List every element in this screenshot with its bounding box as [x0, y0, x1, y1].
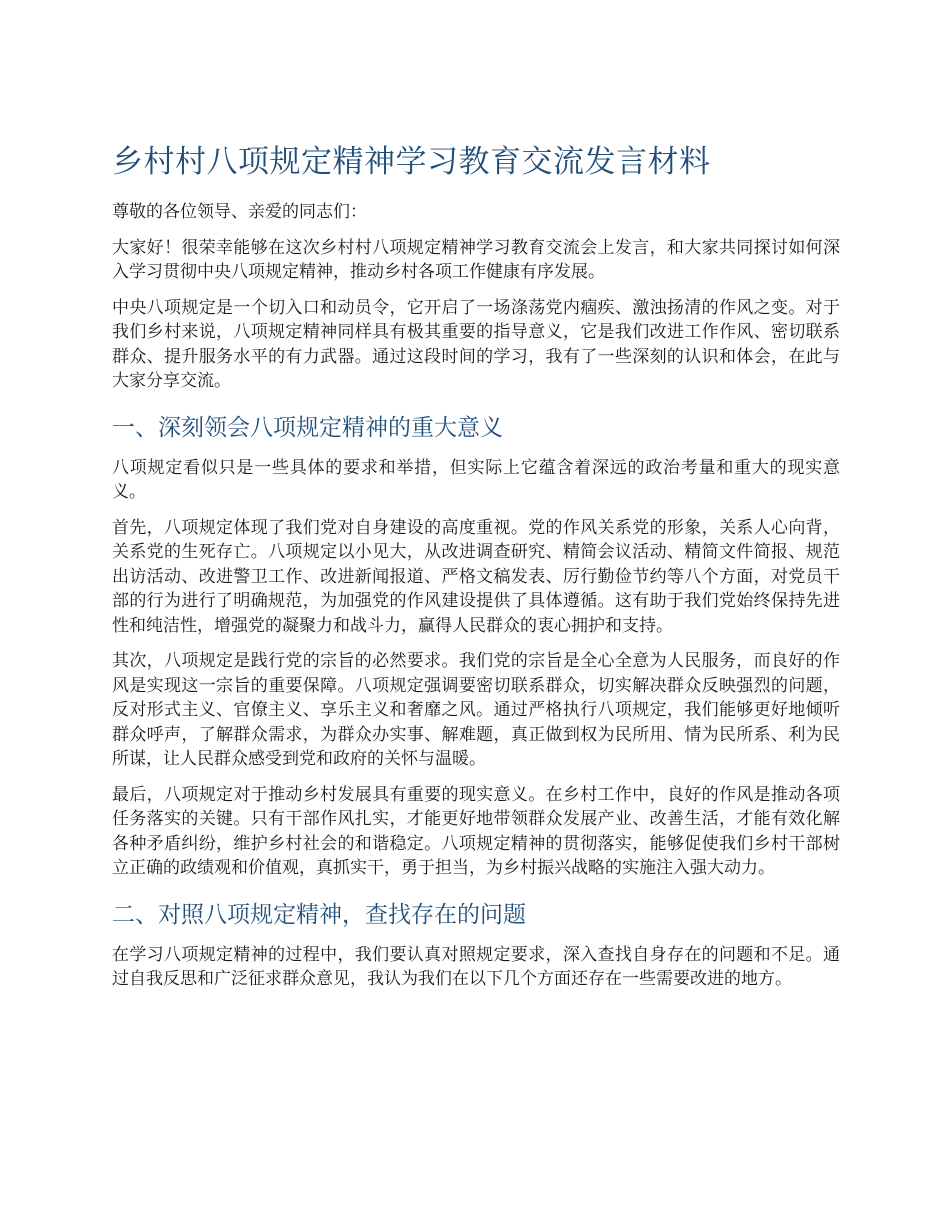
- intro-paragraph: 大家好！很荣幸能够在这次乡村村八项规定精神学习教育交流会上发言，和大家共同探讨如何深入学习贯彻中央八项规定精神，推动乡村各项工作健康有序发展。: [112, 237, 840, 282]
- section-paragraph: 最后，八项规定对于推动乡村发展具有重要的现实意义。在乡村工作中，良好的作风是推动各项任务落实的关键。只有干部作风扎实，才能更好地带领群众发展产业、改善生活，才能有效化解各种矛盾纠纷，维护乡村社会的和谐稳定。八项规定精神的贯彻落实，能够促使我们乡村干部树立正确的政绩观和价值观，真抓实干，勇于担当，为乡村振兴战略的实施注入强大动力。: [112, 784, 840, 878]
- document-page: [112, 140, 840, 1003]
- intro-paragraph: 中央八项规定是一个切入口和动员令，它开启了一场涤荡党内痼疾、激浊扬清的作风之变。对于我们乡村来说，八项规定精神同样具有极其重要的指导意义，它是我们改进工作作风、密切联系群众、提升服务水平的有力武器。通过这段时间的学习，我有了一些深刻的认识和体会，在此与大家分享交流。: [112, 297, 840, 391]
- section-paragraph: 八项规定看似只是一些具体的要求和举措，但实际上它蕴含着深远的政治考量和重大的现实意义。: [112, 457, 840, 502]
- section-paragraph: 其次，八项规定是践行党的宗旨的必然要求。我们党的宗旨是全心全意为人民服务，而良好的作风是实现这一宗旨的重要保障。八项规定强调要密切联系群众，切实解决群众反映强烈的问题，反对形式主义、官僚主义、享乐主义和奢靡之风。通过严格执行八项规定，我们能够更好地倾听群众呼声，了解群众需求，为群众办实事、解难题，真正做到权为民所用、情为民所系、利为民所谋，让人民群众感受到党和政府的关怀与温暖。: [112, 651, 840, 769]
- greeting: 尊敬的各位领导、亲爱的同志们：: [112, 202, 367, 222]
- section-paragraph: 在学习八项规定精神的过程中，我们要认真对照规定要求，深入查找自身存在的问题和不足。通过自我反思和广泛征求群众意见，我认为我们在以下几个方面还存在一些需要改进的地方。: [112, 944, 840, 989]
- document-title: 乡村村八项规定精神学习教育交流发言材料: [112, 144, 711, 180]
- section-heading: 一、深刻领会八项规定精神的重大意义: [112, 414, 503, 441]
- section-heading: 二、对照八项规定精神，查找存在的问题: [112, 901, 526, 928]
- section-paragraph: 首先，八项规定体现了我们党对自身建设的高度重视。党的作风关系党的形象，关系人心向背，关系党的生死存亡。八项规定以小见大，从改进调查研究、精简会议活动、精简文件简报、规范出访活动、改进警卫工作、改进新闻报道、严格文稿发表、厉行勤俭节约等八个方面，对党员干部的行为进行了明确规范，为加强党的作风建设提供了具体遵循。这有助于我们党始终保持先进性和纯洁性，增强党的凝聚力和战斗力，赢得人民群众的衷心拥护和支持。: [112, 517, 840, 636]
